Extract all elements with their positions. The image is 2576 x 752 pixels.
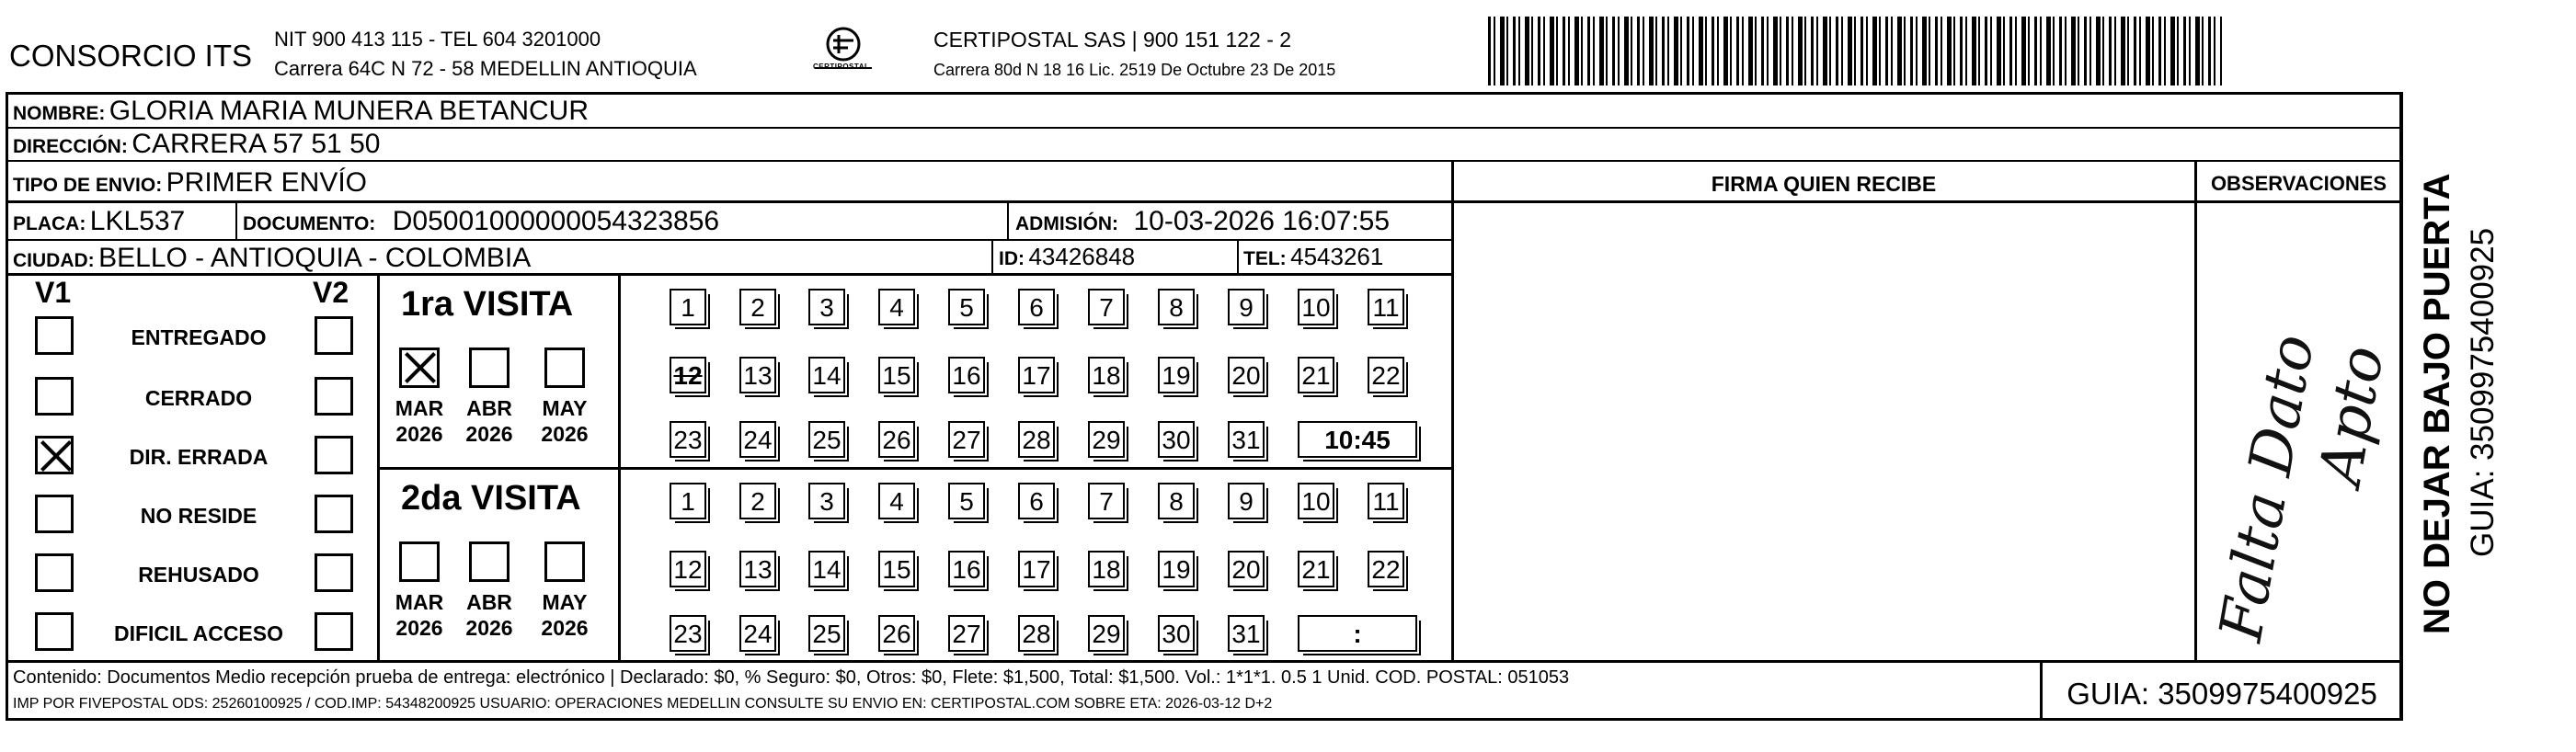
admision-value: 10-03-2026 16:07:55 [1133, 206, 1391, 236]
day-box[interactable]: 2 [739, 289, 776, 325]
observation-handwriting-1: Falta Dato [2207, 329, 2329, 646]
month-year: 2026 [395, 616, 443, 640]
ciudad-row [13, 243, 531, 274]
placa-value: LKL537 [89, 206, 186, 236]
day-box[interactable]: 1 [670, 289, 706, 325]
day-box[interactable]: 20 [1228, 551, 1265, 587]
v2-checkbox[interactable] [315, 553, 353, 592]
day-box[interactable]: 25 [808, 421, 845, 458]
day-box[interactable]: 16 [948, 551, 985, 587]
day-box[interactable]: 23 [670, 615, 706, 652]
day-box[interactable]: 13 [739, 551, 776, 587]
month-year: 2026 [465, 616, 513, 640]
day-box[interactable]: 9 [1228, 289, 1265, 325]
v1-checkbox[interactable] [35, 612, 74, 651]
v1-checkbox[interactable] [35, 316, 74, 355]
tipo-value: PRIMER ENVÍO [166, 167, 368, 198]
day-box[interactable]: 24 [739, 421, 776, 458]
day-box[interactable]: 5 [948, 289, 985, 325]
month-label: MAY [542, 590, 588, 614]
v2-checkbox[interactable] [315, 436, 353, 474]
month-label: MAY [542, 396, 588, 420]
no-dejar-notice: NO DEJAR BAJO PUERTA [2417, 173, 2457, 634]
day-box[interactable]: 28 [1018, 615, 1055, 652]
day-box[interactable]: 30 [1158, 421, 1195, 458]
time-box[interactable]: : [1298, 615, 1417, 652]
day-box[interactable]: 10 [1298, 289, 1334, 325]
visit-title: 1ra VISITA [401, 285, 574, 324]
day-box[interactable]: 3 [808, 289, 845, 325]
day-box[interactable]: 29 [1088, 615, 1125, 652]
day-box[interactable]: 10 [1298, 483, 1334, 519]
certipostal-logo [811, 24, 876, 77]
month-label: ABR [466, 396, 512, 420]
nombre-value: GLORIA MARIA MUNERA BETANCUR [109, 96, 589, 126]
day-box[interactable]: 8 [1158, 289, 1195, 325]
day-box[interactable]: 19 [1158, 551, 1195, 587]
month-checkbox[interactable] [399, 348, 440, 388]
tipo-label: TIPO DE ENVIO: [13, 175, 163, 196]
month-checkbox[interactable] [469, 348, 509, 388]
day-box[interactable]: 15 [878, 551, 915, 587]
direccion-label: DIRECCIÓN: [13, 136, 128, 157]
ciudad-label: CIUDAD: [13, 250, 95, 271]
v2-checkbox[interactable] [315, 612, 353, 651]
placa-row [13, 206, 185, 237]
day-box[interactable]: 2 [739, 483, 776, 519]
documento-value: D05001000000054323856 [392, 206, 720, 236]
tel-value: 4543261 [1290, 243, 1384, 270]
day-box[interactable]: 16 [948, 357, 985, 393]
day-box[interactable]: 8 [1158, 483, 1195, 519]
day-box[interactable]: 21 [1298, 357, 1334, 393]
day-box[interactable]: 26 [878, 421, 915, 458]
visit-title: 2da VISITA [401, 479, 581, 518]
month-checkbox[interactable] [469, 541, 509, 582]
day-box[interactable]: 6 [1018, 483, 1055, 519]
day-box[interactable]: 21 [1298, 551, 1334, 587]
day-box[interactable]: 13 [739, 357, 776, 393]
side-guia: GUIA: 3509975400925 [2465, 227, 2501, 557]
day-box[interactable]: 23 [670, 421, 706, 458]
day-box[interactable]: 12 [670, 551, 706, 587]
status-label: NO RESIDE [140, 504, 258, 528]
tipo-row [13, 167, 367, 199]
status-label: ENTREGADO [131, 325, 267, 349]
direccion-row [13, 129, 380, 160]
day-box[interactable]: 25 [808, 615, 845, 652]
day-box[interactable]: 4 [878, 289, 915, 325]
v1-checkbox[interactable] [35, 436, 74, 474]
firma-header: FIRMA QUIEN RECIBE [1711, 172, 1937, 196]
day-box[interactable]: 6 [1018, 289, 1055, 325]
carrier-name: CERTIPOSTAL SAS | 900 151 122 - 2 [933, 28, 1292, 51]
day-box[interactable]: 24 [739, 615, 776, 652]
company-name: CONSORCIO ITS [9, 39, 253, 73]
month-year: 2026 [395, 422, 443, 446]
day-box[interactable]: 31 [1228, 615, 1265, 652]
day-box[interactable]: 22 [1368, 551, 1404, 587]
company-nit: NIT 900 413 115 - TEL 604 3201000 [274, 28, 601, 51]
status-label: REHUSADO [138, 563, 259, 587]
day-box[interactable]: 18 [1088, 551, 1125, 587]
month-checkbox[interactable] [544, 348, 585, 388]
status-label: DIR. ERRADA [129, 445, 269, 469]
v2-checkbox[interactable] [315, 316, 353, 355]
logo-caption: CERTIPOSTAL [813, 63, 870, 71]
month-checkbox[interactable] [544, 541, 585, 582]
v1-checkbox[interactable] [35, 495, 74, 533]
v1-checkbox[interactable] [35, 377, 74, 416]
day-box[interactable]: 12 [670, 357, 706, 393]
placa-label: PLACA: [13, 213, 86, 234]
day-box[interactable]: 11 [1368, 483, 1404, 519]
month-year: 2026 [465, 422, 513, 446]
admision-label: ADMISIÓN: [1015, 213, 1118, 234]
ciudad-value: BELLO - ANTIOQUIA - COLOMBIA [98, 243, 532, 273]
day-box[interactable]: 30 [1158, 615, 1195, 652]
day-box[interactable]: 27 [948, 421, 985, 458]
status-label: DIFICIL ACCESO [113, 621, 283, 645]
day-box[interactable]: 9 [1228, 483, 1265, 519]
footer-guia: GUIA: 3509975400925 [2067, 677, 2377, 711]
month-checkbox[interactable] [399, 541, 440, 582]
carrier-address: Carrera 80d N 18 16 Lic. 2519 De Octubre 23 De 2015 [933, 61, 1336, 79]
v2-checkbox[interactable] [315, 377, 353, 416]
day-box[interactable]: 15 [878, 357, 915, 393]
tel-row [1243, 243, 1383, 271]
day-box[interactable]: 31 [1228, 421, 1265, 458]
day-box[interactable]: 7 [1088, 483, 1125, 519]
day-box[interactable]: 26 [878, 615, 915, 652]
day-box[interactable]: 14 [808, 551, 845, 587]
v2-checkbox[interactable] [315, 495, 353, 533]
footer-imp: IMP POR FIVEPOSTAL ODS: 25260100925 / COD.IMP: 54348200925 USUARIO: OPERACIONES MEDELLIN CONSULTE SU ENVIO EN: CERTIPOSTAL.COM SOBRE ETA: 2026-03-12 D+2 [13, 696, 1273, 712]
v1-checkbox[interactable] [35, 553, 74, 592]
day-box[interactable]: 7 [1088, 289, 1125, 325]
tel-label: TEL: [1243, 248, 1287, 269]
observation-handwriting-2: Apto [2307, 340, 2399, 490]
day-box[interactable]: 1 [670, 483, 706, 519]
day-box[interactable]: 4 [878, 483, 915, 519]
v2-header: V2 [313, 276, 349, 309]
month-label: MAR [395, 396, 444, 420]
day-box[interactable]: 29 [1088, 421, 1125, 458]
day-box[interactable]: 28 [1018, 421, 1055, 458]
id-value: 43426848 [1028, 243, 1136, 270]
admision-row [1015, 206, 1390, 237]
day-box[interactable]: 19 [1158, 357, 1195, 393]
month-label: MAR [395, 590, 444, 614]
direccion-value: CARRERA 57 51 50 [132, 129, 381, 159]
month-year: 2026 [541, 422, 589, 446]
day-box[interactable]: 18 [1088, 357, 1125, 393]
status-label: CERRADO [144, 386, 253, 410]
barcode [1488, 17, 2222, 85]
day-box[interactable]: 14 [808, 357, 845, 393]
id-label: ID: [999, 248, 1025, 269]
nombre-label: NOMBRE: [13, 103, 106, 124]
footer-contenido: Contenido: Documentos Medio recepción prueba de entrega: electrónico | Declarado: $0, % Seguro: $0, Otros: $0, Flete: $1,500, Total: $1,500. Vol.: 1*1*1. 0.5 1 Unid. COD. POSTAL: 051053 [13, 667, 1570, 688]
observaciones-header: OBSERVACIONES [2210, 172, 2387, 195]
month-label: ABR [466, 590, 512, 614]
nombre-row [13, 96, 589, 127]
day-box[interactable]: 22 [1368, 357, 1404, 393]
day-box[interactable]: 17 [1018, 357, 1055, 393]
day-box[interactable]: 11 [1368, 289, 1404, 325]
day-box[interactable]: 3 [808, 483, 845, 519]
month-year: 2026 [541, 616, 589, 640]
day-box[interactable]: 27 [948, 615, 985, 652]
company-address: Carrera 64C N 72 - 58 MEDELLIN ANTIOQUIA [274, 57, 697, 80]
day-box[interactable]: 20 [1228, 357, 1265, 393]
day-box[interactable]: 5 [948, 483, 985, 519]
documento-label: DOCUMENTO: [243, 213, 376, 234]
v1-header: V1 [35, 276, 72, 309]
time-box[interactable]: 10:45 [1298, 421, 1417, 458]
day-box[interactable]: 17 [1018, 551, 1055, 587]
documento-row [243, 206, 719, 237]
id-row [999, 243, 1135, 271]
